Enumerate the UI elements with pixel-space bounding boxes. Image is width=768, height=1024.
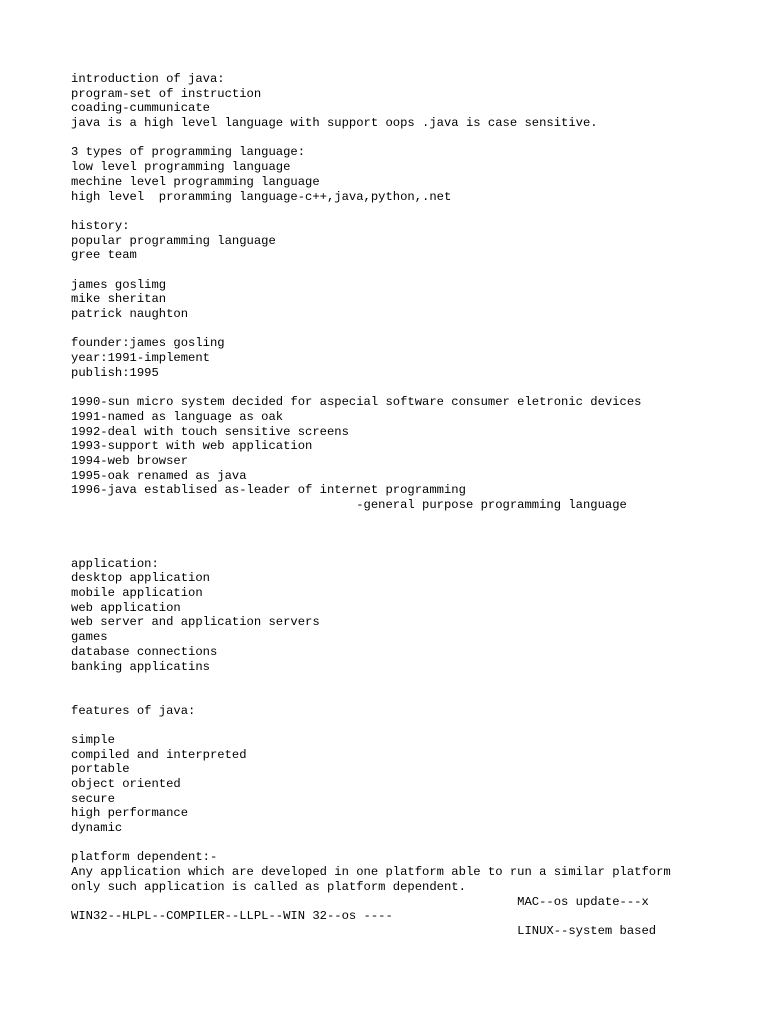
text-line: 1990-sun micro system decided for aspecial software consumer eletronic devices xyxy=(71,395,642,410)
text-line: dynamic xyxy=(71,821,123,836)
text-line: 1995-oak renamed as java xyxy=(71,468,247,483)
text-line: -general purpose programming language xyxy=(71,497,627,512)
text-line: popular programming language xyxy=(71,233,276,248)
text-line: only such application is called as platform dependent. xyxy=(71,879,466,894)
text-line: platform dependent:- xyxy=(71,850,218,865)
text-line: 1996-java establised as-leader of internet programming xyxy=(71,483,466,498)
text-line: database connections xyxy=(71,644,218,659)
text-line: gree team xyxy=(71,248,137,263)
text-line: 1994-web browser xyxy=(71,453,189,468)
text-line: high level proramming language-c++,java,python,.net xyxy=(71,189,452,204)
text-line xyxy=(71,204,751,219)
text-line: banking applicatins xyxy=(71,659,210,674)
text-line: application: xyxy=(71,556,159,571)
text-line: 3 types of programming language: xyxy=(71,145,306,160)
text-line: publish:1995 xyxy=(71,365,159,380)
text-line: features of java: xyxy=(71,703,196,718)
text-line: founder:james gosling xyxy=(71,336,225,351)
text-line: history: xyxy=(71,218,130,233)
text-line xyxy=(71,527,751,542)
text-line: high performance xyxy=(71,806,189,821)
text-line xyxy=(71,836,751,851)
text-line: WIN32--HLPL--COMPILER--LLPL--WIN 32--os ---- xyxy=(71,909,393,924)
text-line: web application xyxy=(71,600,181,615)
text-line: mechine level programming language xyxy=(71,174,320,189)
text-line: MAC--os update---x xyxy=(71,894,649,909)
text-line: games xyxy=(71,630,108,645)
text-line: secure xyxy=(71,791,115,806)
text-line: low level programming language xyxy=(71,160,291,175)
text-line: Any application which are developed in one platform able to run a similar platform xyxy=(71,865,671,880)
text-line: LINUX--system based xyxy=(71,923,657,938)
text-line xyxy=(71,513,751,528)
text-line: 1992-deal with touch sensitive screens xyxy=(71,424,349,439)
text-line: object oriented xyxy=(71,777,181,791)
text-line: compiled and interpreted xyxy=(71,747,247,762)
text-line: introduction of java: xyxy=(71,72,225,86)
text-line xyxy=(71,674,751,689)
text-line: mike sheritan xyxy=(71,292,167,307)
text-line: mobile application xyxy=(71,586,203,601)
text-line xyxy=(71,718,751,733)
text-line: patrick naughton xyxy=(71,307,189,321)
text-line xyxy=(71,380,751,395)
text-line: desktop application xyxy=(71,571,210,586)
text-line xyxy=(71,322,751,337)
text-line: web server and application servers xyxy=(71,615,320,630)
text-line: program-set of instruction xyxy=(71,86,262,101)
text-line: 1993-support with web application xyxy=(71,439,313,454)
text-line xyxy=(71,263,751,278)
text-line: java is a high level language with support oops .java is case sensitive. xyxy=(71,116,598,131)
text-line: james goslimg xyxy=(71,277,167,292)
document-body xyxy=(71,72,751,939)
text-line: year:1991-implement xyxy=(71,351,210,366)
text-line: coading-cummunicate xyxy=(71,101,210,116)
text-line xyxy=(71,131,751,146)
text-line xyxy=(71,689,751,704)
text-line: 1991-named as language as oak xyxy=(71,409,284,424)
text-line xyxy=(71,542,751,557)
text-line: portable xyxy=(71,762,130,777)
text-line: simple xyxy=(71,732,115,747)
